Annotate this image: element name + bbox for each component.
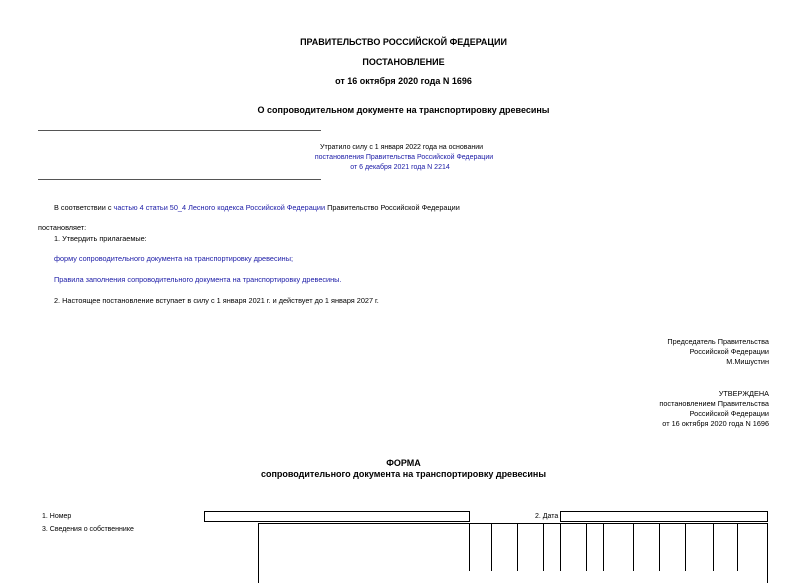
signatory-name: М.Мишустин <box>726 357 769 366</box>
document-title: О сопроводительном документе на транспортировку древесины <box>257 105 550 115</box>
rules-link[interactable]: Правила заполнения сопроводительного документа на транспортировку древесины. <box>54 275 342 284</box>
resolves-text: постановляет: <box>38 223 87 232</box>
grid-divider <box>603 523 604 571</box>
grid-divider <box>491 523 492 571</box>
form-title: ФОРМА <box>386 458 421 468</box>
owner-details-grid[interactable] <box>258 523 768 583</box>
intro-paragraph <box>54 203 460 212</box>
field-owner-label: 3. Сведения о собственнике <box>42 526 134 533</box>
divider-bottom <box>38 179 321 180</box>
field-number-input[interactable] <box>204 511 470 522</box>
document-date-number: от 16 октября 2020 года N 1696 <box>335 76 472 86</box>
grid-divider <box>586 523 587 571</box>
approval-line-4: от 16 октября 2020 года N 1696 <box>662 419 769 428</box>
signatory-country: Российской Федерации <box>689 347 769 356</box>
grid-divider <box>517 523 518 571</box>
grid-divider <box>737 523 738 571</box>
grid-divider <box>633 523 634 571</box>
intro-prefix: В соответствии с <box>54 203 114 212</box>
form-subtitle: сопроводительного документа на транспортировку древесины <box>260 469 547 479</box>
form-link[interactable]: форму сопроводительного документа на транспортировку древесины; <box>54 254 293 263</box>
document-type: ПОСТАНОВЛЕНИЕ <box>362 57 445 67</box>
grid-divider <box>469 523 470 571</box>
field-date-label: 2. Дата <box>535 513 559 520</box>
signatory-title: Председатель Правительства <box>667 337 769 346</box>
forest-code-link[interactable]: частью 4 статьи 50_4 Лесного кодекса Российской Федерации <box>113 203 326 212</box>
grid-divider <box>659 523 660 571</box>
grid-divider <box>543 523 544 571</box>
repeal-decree-link[interactable]: постановления Правительства Российской Федерации <box>314 154 494 161</box>
grid-divider <box>685 523 686 571</box>
field-date-input[interactable] <box>560 511 768 522</box>
government-name: ПРАВИТЕЛЬСТВО РОССИЙСКОЙ ФЕДЕРАЦИИ <box>300 37 507 47</box>
intro-suffix: Правительство Российской Федерации <box>325 203 460 212</box>
grid-divider <box>560 523 561 571</box>
approval-line-3: Российской Федерации <box>689 409 769 418</box>
repeal-decree-date-link[interactable]: от 6 декабря 2021 года N 2214 <box>350 164 450 171</box>
field-number-label: 1. Номер <box>42 513 72 520</box>
divider-top <box>38 130 321 131</box>
approval-heading: УТВЕРЖДЕНА <box>718 389 769 398</box>
approval-line-2: постановлением Правительства <box>659 399 769 408</box>
status-note-text: Утратило силу с 1 января 2022 года на основании <box>320 144 484 151</box>
grid-divider <box>713 523 714 571</box>
item-2-text: 2. Настоящее постановление вступает в силу с 1 января 2021 г. и действует до 1 января 2027 г. <box>54 296 379 305</box>
item-1-text: 1. Утвердить прилагаемые: <box>54 234 147 243</box>
